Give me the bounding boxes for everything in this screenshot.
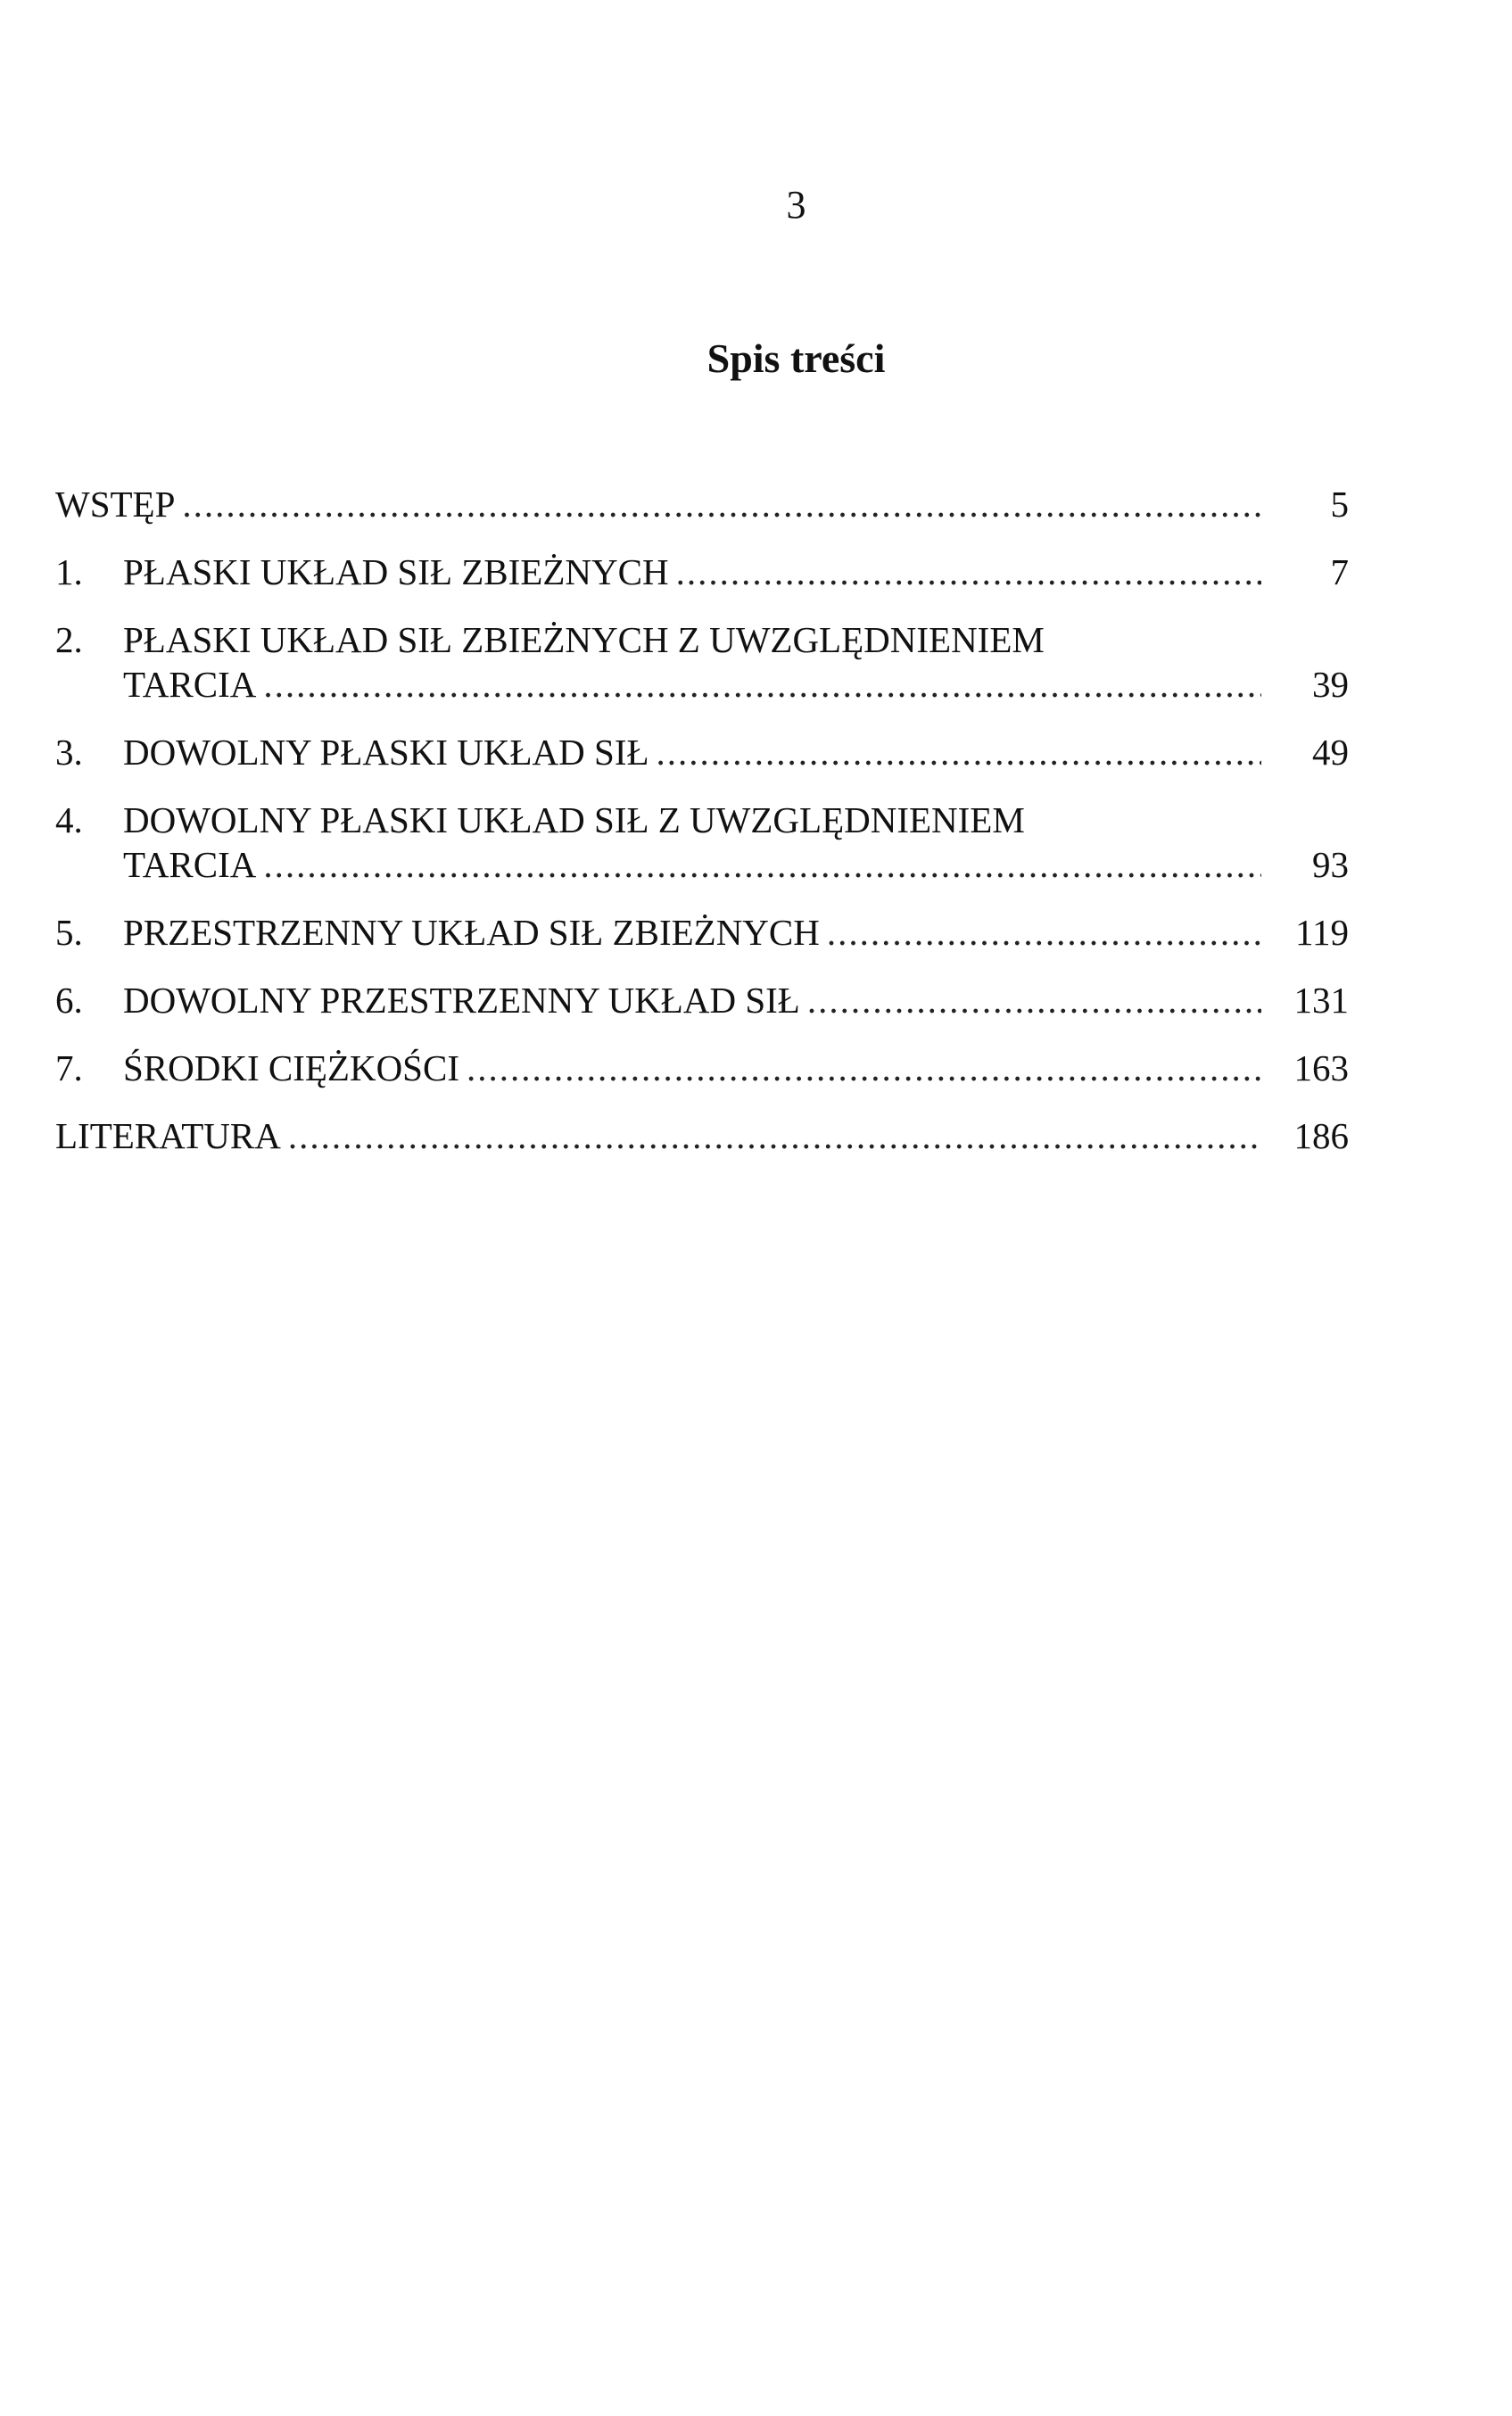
- table-of-contents: [55, 482, 1349, 1181]
- toc-entry-5[interactable]: [55, 910, 1349, 955]
- toc-entry-text: PRZESTRZENNY UKŁAD SIŁ ZBIEŻNYCH: [123, 912, 820, 953]
- dot-leader: [288, 1113, 1261, 1158]
- toc-entry-page: 49: [1312, 732, 1349, 773]
- toc-entry-text: ŚRODKI CIĘŻKOŚCI: [123, 1047, 459, 1088]
- toc-entry-text-line1: DOWOLNY PŁASKI UKŁAD SIŁ Z UWZGLĘDNIENIEM: [123, 799, 1025, 840]
- toc-entry-number: 4.: [55, 799, 83, 840]
- toc-entry-text: TARCIA: [123, 664, 257, 705]
- toc-entry-wstep[interactable]: [55, 482, 1349, 526]
- toc-entry-literatura[interactable]: [55, 1113, 1349, 1158]
- toc-title: Spis treści: [706, 335, 886, 381]
- dot-leader: [676, 550, 1261, 594]
- toc-entry-text: WSTĘP: [55, 484, 176, 525]
- toc-entry-number: 7.: [55, 1047, 83, 1088]
- dot-leader: [827, 910, 1261, 955]
- toc-entry-text-line1: PŁASKI UKŁAD SIŁ ZBIEŻNYCH Z UWZGLĘDNIENIEM: [123, 619, 1045, 660]
- toc-entry-6[interactable]: [55, 978, 1349, 1022]
- toc-entry-page: 5: [1330, 484, 1349, 525]
- toc-entry-text: DOWOLNY PŁASKI UKŁAD SIŁ: [123, 732, 649, 773]
- toc-entry-page: 7: [1330, 551, 1349, 592]
- toc-entry-2[interactable]: [55, 617, 1349, 707]
- toc-entry-page: 39: [1312, 664, 1349, 705]
- toc-entry-page: 93: [1312, 844, 1349, 885]
- toc-entry-page: 186: [1293, 1115, 1349, 1156]
- toc-entry-3[interactable]: [55, 730, 1349, 774]
- toc-entry-1[interactable]: [55, 550, 1349, 594]
- toc-entry-number: 6.: [55, 980, 83, 1021]
- dot-leader: [657, 730, 1261, 774]
- dot-leader: [807, 978, 1261, 1022]
- toc-entry-7[interactable]: [55, 1046, 1349, 1090]
- toc-entry-page: 131: [1293, 980, 1349, 1021]
- toc-entry-text: LITERATURA: [55, 1115, 281, 1156]
- toc-entry-number: 3.: [55, 732, 83, 773]
- toc-entry-4[interactable]: [55, 798, 1349, 887]
- toc-entry-number: 1.: [55, 551, 83, 592]
- toc-entry-page: 119: [1295, 912, 1349, 953]
- toc-entry-text: TARCIA: [123, 844, 257, 885]
- page-number: 3: [786, 183, 806, 227]
- toc-entry-page: 163: [1293, 1047, 1349, 1088]
- dot-leader: [263, 662, 1261, 707]
- dot-leader: [467, 1046, 1261, 1090]
- dot-leader: [182, 482, 1261, 526]
- toc-entry-number: 5.: [55, 912, 83, 953]
- toc-entry-text: DOWOLNY PRZESTRZENNY UKŁAD SIŁ: [123, 980, 800, 1021]
- dot-leader: [263, 842, 1261, 887]
- toc-entry-text: PŁASKI UKŁAD SIŁ ZBIEŻNYCH: [123, 551, 669, 592]
- toc-entry-number: 2.: [55, 619, 83, 660]
